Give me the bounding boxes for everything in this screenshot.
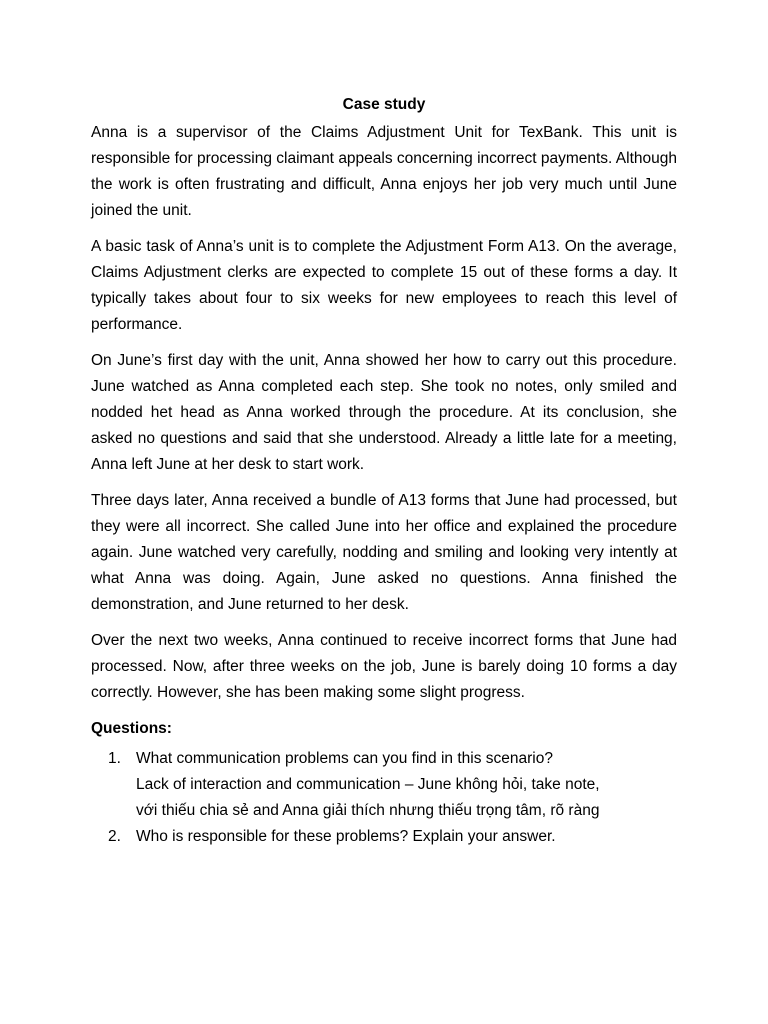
question-item-2 [91, 824, 677, 850]
paragraph-first-day: On June’s first day with the unit, Anna showed her how to carry out this procedure. June watched as Anna completed each step. She took no notes, only smiled and nodded het head as Anna worked through the procedure. At its conclusion, she asked no questions and said that she understood. Already a little late for a meeting, Anna left June at her desk to start work. [91, 352, 677, 473]
questions-list [91, 746, 677, 850]
questions-heading: Questions: [91, 720, 172, 737]
answer-line: với thiếu chia sẻ and Anna giải thích nhưng thiếu trọng tâm, rõ ràng [136, 802, 600, 819]
question-item-1 [91, 746, 677, 824]
question-text: Who is responsible for these problems? Explain your answer. [136, 828, 556, 845]
question-number: 2. [108, 828, 121, 845]
question-number: 1. [108, 750, 121, 767]
question-text: What communication problems can you find in this scenario? [136, 750, 553, 767]
paragraph-three-days-later: Three days later, Anna received a bundle of A13 forms that June had processed, but they were all incorrect. She called June into her office and explained the procedure again. June watched very carefully, nodding and smiling and looking very intently at what Anna was doing. Again, June asked no questions. Anna finished the demonstration, and June returned to her desk. [91, 492, 677, 613]
paragraph-task: A basic task of Anna’s unit is to complete the Adjustment Form A13. On the average, Claims Adjustment clerks are expected to complete 15 out of these forms a day. It typically takes about four to six weeks for new employees to reach this level of performance. [91, 238, 677, 333]
document-title: Case study [342, 96, 426, 113]
document-content [91, 92, 677, 850]
paragraph-intro: Anna is a supervisor of the Claims Adjustment Unit for TexBank. This unit is responsible for processing claimant appeals concerning incorrect payments. Although the work is often frustrating and difficult, Anna enjoys her job very much until June joined the unit. [91, 124, 677, 219]
paragraph-two-weeks: Over the next two weeks, Anna continued to receive incorrect forms that June had processed. Now, after three weeks on the job, June is barely doing 10 forms a day correctly. However, she has been making some slight progress. [91, 632, 677, 701]
answer-line: Lack of interaction and communication – June không hỏi, take note, [136, 776, 600, 793]
